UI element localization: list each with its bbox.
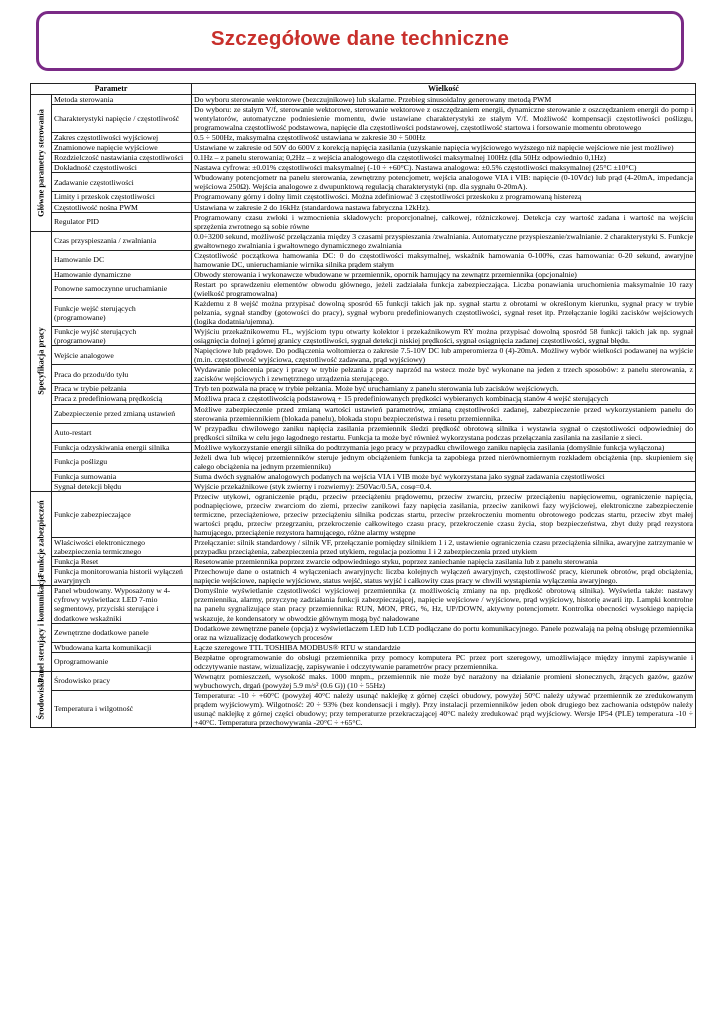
- table-row: [31, 384, 696, 394]
- value-cell: Temperatura: -10 ÷ +60°C (powyżej 40°C należy usunąć naklejkę z górnej części obudowy, powyżej 50°C należy używać przemiennik ze zredukowanym prądem wyjściowym). Wilgotność: 20 ÷ 93% (bez kondensacji i mgły). Przy instalacji przemienników jeden obok drugiego bez zachowania odstępów należy usunąć naklejkę z górnej części obudowy; przy temperaturze przekraczającej 40°C należy zredukować prąd wyjściowy. Wersje IP54 (PLE) temperatura -10 ÷ +40°C. Temperatura przechowywania -20°C ÷ +65°C.: [192, 690, 696, 727]
- table-row: [31, 231, 696, 250]
- value-cell: Wewnątrz pomieszczeń, wysokość maks. 1000 mnpm., przemiennik nie może być narażony na działanie promieni słonecznych, żrących gazów, gazów wybuchowych, drgań (powyżej 5.9 m/s² (0.6 G)) (10 ÷ 55Hz): [192, 671, 696, 690]
- value-cell: Możliwe zabezpieczenie przed zmianą wartości ustawień parametrów, zmianą częstotliwości zadanej, zabezpieczenie przed wykorzystaniem panelu do sterowania przemiennikiem (blokada panelu), blokada stopu bezpieczeństwa i resetu przemiennika.: [192, 404, 696, 423]
- value-cell: Ustawiana w zakresie 2 do 16kHz (standardowa nastawa fabryczna 12kHz).: [192, 202, 696, 212]
- title-frame: [36, 11, 684, 71]
- table-row: [31, 212, 696, 231]
- parameter-cell: Funkcja poślizgu: [52, 452, 192, 471]
- table-row: [31, 642, 696, 652]
- parameter-cell: Praca do przodu/do tyłu: [52, 365, 192, 384]
- parameter-cell: Hamowanie dynamiczne: [52, 269, 192, 279]
- table-row: [31, 133, 696, 143]
- parameter-cell: Panel wbudowany. Wyposażony w 4-cyfrowy wyświetlacz LED 7-mio segmentowy, przyciski sterujące i dodatkowe wskaźniki: [52, 586, 192, 623]
- table-row: [31, 269, 696, 279]
- parameter-cell: Funkcje zabezpieczające: [52, 491, 192, 537]
- parameter-cell: Auto-restart: [52, 423, 192, 442]
- table-row: [31, 327, 696, 346]
- value-cell: Wyjściu przekaźnikowemu FL, wyjściom typu otwarty kolektor i przekaźnikowym RY można przypisać dowolną sposród 58 funkcji takich jak np. sygnał osiągnięcia dolnej i górnej granicy częstotliwości, sygnał detekcji niskiej prędkości, sygnał osiągnięcia zadanej częstotliwości, sygnał błędu.: [192, 327, 696, 346]
- table-row: [31, 279, 696, 298]
- table-row: [31, 404, 696, 423]
- value-cell: Programowany górny i dolny limit częstotliwości. Można zdefiniować 3 częstotliwości przeskoku z programowaną histerezą: [192, 192, 696, 202]
- category-cell: [31, 671, 52, 727]
- parameter-cell: Praca z predefiniowaną prędkością: [52, 394, 192, 404]
- parameter-cell: Charakterystyki napięcie / częstotliwość: [52, 105, 192, 133]
- spec-table: [30, 83, 696, 728]
- table-row: [31, 481, 696, 491]
- parameter-cell: Wbudowana karta komunikacji: [52, 642, 192, 652]
- table-row: [31, 346, 696, 365]
- value-cell: Wbudowany potencjometr na panelu sterowania, zewnętrzny potencjometr, wejścia analogowe VIA i VIB: napięcie (0-10Vdc) lub prąd (4-20mA, impedancja wejściowa 250Ω). Wejścia analogowe z dwupunktową regulacją charakterystyki (np. dla sygnału 0-20mA).: [192, 173, 696, 192]
- table-row: [31, 652, 696, 671]
- table-row: [31, 567, 696, 586]
- value-cell: Możliwe wykorzystanie energii silnika do podtrzymania jego pracy w przypadku chwilowego zaniku napięcia zasilania (domyślnie funkcja wyłączona): [192, 442, 696, 452]
- parameter-cell: Funkcja Reset: [52, 557, 192, 567]
- parameter-cell: Funkcje wejść sterujących (programowane): [52, 298, 192, 326]
- parameter-cell: Regulator PID: [52, 212, 192, 231]
- value-cell: Ustawiane w zakresie od 50V do 600V z korekcją napięcia zasilania (uzyskanie napięcia wyjściowego wyższego niż napięcie wejściowe nie jest możliwe): [192, 143, 696, 153]
- parameter-cell: Hamowanie DC: [52, 250, 192, 269]
- table-row: [31, 557, 696, 567]
- table-row: [31, 105, 696, 133]
- table-row: [31, 153, 696, 163]
- parameter-cell: Limity i przeskok częstotliwości: [52, 192, 192, 202]
- value-cell: Możliwa praca z częstotliwością podstawową + 15 predefiniowanych prędkości wybieranych kombinacją stanów 4 wejść sterujących: [192, 394, 696, 404]
- value-cell: Tryb ten pozwala na pracę w trybie pełzania. Może być uruchamiany z panelu sterowania lub zacisków wejściowych.: [192, 384, 696, 394]
- category-cell: [31, 574, 52, 683]
- value-cell: 0.1Hz – z panelu sterowania; 0,2Hz – z wejścia analogowego dla częstotliwości maksymalnej 100Hz (dla 50Hz odpowiednio 0,1Hz): [192, 153, 696, 163]
- header-parameter: Parametr: [31, 84, 192, 95]
- value-cell: Napięciowe lub prądowe. Do podłączenia woltomierza o zakresie 7.5-10V DC lub amperomierza 0 (4)-20mA. Możliwy wybór wielkości podawanej na wyjście (m.in. częstotliwość wyjściowa, częstotliwość zadawana, prąd wyjściowy): [192, 346, 696, 365]
- value-cell: Przełączanie: silnik standardowy / silnik VF, przełączanie pomiędzy silnikiem 1 i 2, ustawienie ograniczenia czasu przeciążenia silnika, awaryjne zatrzymanie w przypadku przeciążenia, zabezpieczenia przed utykiem, regulacja poziomu 1 i 2 zabezpieczenia przed utykiem: [192, 538, 696, 557]
- value-cell: Przeciw utykowi, ograniczenie prądu, przeciw przeciążeniu prądowemu, przeciw zwarciu, przeciw przeciążeniu napięciowemu, ograniczenie napięcia, podnapięciowe, przeciw zwarciom do ziemi, przeciw zanikowi fazy napięcia zasilania, przeciw zanikowi fazy wyjściowej, elektroniczne zabezpieczenie termiczne, przeciążeniowe, przeciw przeciążeniu silnika podczas startu, przeciw przekroczeniu momentu obrotowego podczas startu, przeciw zbyt małej wartości prądu, przeciw przegrzaniu, przekroczenie całkowitego czasu pracy, przekroczenie czasu życia, stop bezpieczeństwa, zbyt duży prąd rezystora hamującego, przeciążenie rezystora hamującego, różne alarmy wstępne: [192, 491, 696, 537]
- table-row: [31, 423, 696, 442]
- parameter-cell: Czas przyspieszania / zwalniania: [52, 231, 192, 250]
- parameter-cell: Metoda sterowania: [52, 95, 192, 105]
- value-cell: Resetowanie przemiennika poprzez zwarcie odpowiedniego styku, poprzez zaniechanie napięcia zasilania lub z panelu sterowania: [192, 557, 696, 567]
- parameter-cell: Właściwości elektronicznego zabezpieczenia termicznego: [52, 538, 192, 557]
- table-row: [31, 491, 696, 537]
- value-cell: Bezpłatne oprogramowanie do obsługi przemiennika przy pomocy komputera PC przez port szeregowy, umożliwiające między innymi zapisywanie i odczytywanie nastaw, wizualizację, zapisywanie i odczytywanie parametrów pracy przemiennika.: [192, 652, 696, 671]
- parameter-cell: Funkcja monitorowania historii wyłączeń awaryjnych: [52, 567, 192, 586]
- value-cell: Łącze szeregowe TTL TOSHIBA MODBUS® RTU w standardzie: [192, 642, 696, 652]
- table-row: [31, 173, 696, 192]
- category-label: Środowisko: [36, 678, 46, 721]
- table-row: [31, 298, 696, 326]
- parameter-cell: Zabezpieczenie przed zmianą ustawień: [52, 404, 192, 423]
- table-row: [31, 586, 696, 623]
- table-row: [31, 471, 696, 481]
- value-cell: 0.0÷3200 sekund, możliwość przełączania między 3 czasami przyspieszania /zwalniania. Automatyczne przyspieszanie/zwalnianie. 2 charakterystyki S. Funkcje gwałtownego zwalniania i gwałtownego dynamicznego zwalniania: [192, 231, 696, 250]
- parameter-cell: Zewnętrzne dodatkowe panele: [52, 623, 192, 642]
- value-cell: Nastawa cyfrowa: ±0.01% częstotliwości maksymalnej (-10 ÷ +60°C). Nastawa analogowa: ±0.5% częstotliwości maksymalnej (25°C ±10°C): [192, 163, 696, 173]
- parameter-cell: Oprogramowanie: [52, 652, 192, 671]
- header-value: Wielkość: [192, 84, 696, 95]
- value-cell: Dodatkowe zewnętrzne panele (opcja) z wyświetlaczem LED lub LCD podłączane do portu komunikacyjnego. Panele pozwalają na pełną obsługę przemiennika oraz na wizualizację dodatkowych procesów: [192, 623, 696, 642]
- category-label: Główne parametry sterowania: [36, 108, 46, 217]
- parameter-cell: Wejście analogowe: [52, 346, 192, 365]
- table-row: [31, 442, 696, 452]
- category-label: Funkcje zabezpieczeń: [36, 500, 46, 578]
- table-row: [31, 202, 696, 212]
- value-cell: Każdemu z 8 wejść można przypisać dowolną sposród 65 funkcji takich jak np. sygnał startu z obrotami w określonym kierunku, sygnał pracy w trybie pełzania, sygnał standby (gotowości do pracy), sygnał wyboru predefiniowanych częstotliwości, sygnał reset itp. Przełączanie logiki zacisków wejściowych (logika dodatnia/ujemna).: [192, 298, 696, 326]
- table-row: [31, 192, 696, 202]
- category-cell: [31, 491, 52, 585]
- table-row: [31, 623, 696, 642]
- value-cell: Restart po sprawdzeniu elementów obwodu głównego, jeżeli zadziałała funkcja zabezpieczająca. Liczba ponawiania uruchomienia maksymalnie 10 razy (wielkość programowalna): [192, 279, 696, 298]
- value-cell: Częstotliwość początkowa hamowania DC: 0 do częstotliwości maksymalnej, wskaźnik hamowania 0-100%, czas hamowania: 0-20 sekund, awaryjne hamowanie DC, unieruchamianie wirnika silnika prądem stałym: [192, 250, 696, 269]
- value-cell: Obwody sterowania i wykonawcze wbudowane w przemiennik, opornik hamujący na zewnątrz przemiennika (opcjonalnie): [192, 269, 696, 279]
- value-cell: Wydawanie polecenia pracy i pracy w trybie pełzania z pracy naprzód na wstecz może być wykonane na jeden z trzech sposobów: z panelu sterowania, z zacisków wejściowych i zewnętrznego urządzenia sterującego.: [192, 365, 696, 384]
- parameter-cell: Dokładność częstotliwości: [52, 163, 192, 173]
- value-cell: Przechowuje dane o ostatnich 4 wyłączeniach awaryjnych: liczba kolejnych wyłączeń awaryjnych, częstotliwość pracy, kierunek obrotów, prąd obciążenia, napięcie wejściowe, napięcie wyjściowe, status wejść, status wyjść i całkowity czas pracy w chwili wystąpienia wyłączenia awaryjnego.: [192, 567, 696, 586]
- parameter-cell: Funkcja sumowania: [52, 471, 192, 481]
- table-row: [31, 250, 696, 269]
- value-cell: Wyjście przekaźnikowe (styk zwierny i rozwierny): 250Vac/0.5A, cosφ=0.4.: [192, 481, 696, 491]
- category-cell: [31, 95, 52, 232]
- category-label: Specyfikacja pracy: [36, 327, 46, 396]
- table-header-row: [31, 84, 696, 95]
- value-cell: Suma dwóch sygnałów analogowych podanych na wejścia VIA i VIB może być wykorzystana jako sygnał zadawania częstotliwości: [192, 471, 696, 481]
- table-row: [31, 394, 696, 404]
- parameter-cell: Znamionowe napięcie wyjściowe: [52, 143, 192, 153]
- table-row: [31, 163, 696, 173]
- page-title: Szczegółowe dane techniczne: [210, 27, 510, 50]
- parameter-cell: Praca w trybie pełzania: [52, 384, 192, 394]
- value-cell: Jeżeli dwa lub więcej przemienników steruje jednym obciążeniem funkcja ta zapobiega przed nierównomiernym rozkładem obciążenia (np. skupieniem się całego obciążenia na jednym przemienniku): [192, 452, 696, 471]
- table-row: [31, 452, 696, 471]
- parameter-cell: Ponowne samoczynne uruchamianie: [52, 279, 192, 298]
- table-row: [31, 671, 696, 690]
- table-row: [31, 538, 696, 557]
- category-cell: [31, 231, 52, 491]
- value-cell: Programowany czasu zwłoki i wzmocnienia składowych: proporcjonalnej, całkowej, różniczkowej. Detekcja czy wartość zadana i wartość na wejściu sprzężenia zwrotnego są sobie równe: [192, 212, 696, 231]
- value-cell: Do wyboru: ze stałym V/f, sterowanie wektorowe, sterowanie wektorowe z oszczędzaniem energii, dynamiczne sterowanie z oszczędzaniem energii do pomp i wentylatorów, automatyczne podniesienie momentu, dwie ustawiane charakterystyki ze stałym V/f. Możliwość kompensacji częstotliwości poślizgu, programowalna częstotliwość podstawowa, napięcie dla częstotliwości podstawowej, częstotliwość startowa i forsowanie momentu obrotowego: [192, 105, 696, 133]
- parameter-cell: Funkcja odzyskiwania energii silnika: [52, 442, 192, 452]
- parameter-cell: Środowisko pracy: [52, 671, 192, 690]
- value-cell: W przypadku chwilowego zaniku napięcia zasilania przemiennik śledzi prędkość obrotową silnika i wystawia sygnał o częstotliwości odpowiedniej do prędkości silnika w celu jego łagodnego restartu. Funkcja ta może być również wykorzystana podczas przełączania zasilania na zasilanie z sieci.: [192, 423, 696, 442]
- table-body: [31, 95, 696, 728]
- value-cell: Do wyboru sterowanie wektorowe (bezczujnikowe) lub skalarne. Przebieg sinusoidalny generowany metodą PWM: [192, 95, 696, 105]
- table-row: [31, 95, 696, 105]
- value-cell: 0.5 ÷ 500Hz, maksymalna częstotliwość ustawiana w zakresie 30 ÷ 500Hz: [192, 133, 696, 143]
- value-cell: Domyślnie wyświetlanie częstotliwości wyjściowej przemiennika (z możliwością zmiany na np. prędkość obrotową silnika). Wyświetla także: nastawy przemiennika, alarmy, przyczynę zadziałania funkcji zabezpieczającej, napięcie wejściowe / wyjściowe, prąd wyjściowy, historię awarii itp. Lampki kontrolne na panelu sygnalizujące stan pracy przemiennika: RUN, MON, PRG, %, Hz, UP/DOWN, aktywny potencjometr. Kontrolka obecności wysokiego napięcia wskazuje, że kondensatory w obwodzie głównym mogą być naładowane: [192, 586, 696, 623]
- parameter-cell: Zakres częstotliwości wyjściowej: [52, 133, 192, 143]
- table-row: [31, 690, 696, 727]
- parameter-cell: Sygnał detekcji błędu: [52, 481, 192, 491]
- parameter-cell: Częstotliwość nośna PWM: [52, 202, 192, 212]
- parameter-cell: Zadawanie częstotliwości: [52, 173, 192, 192]
- table-row: [31, 143, 696, 153]
- category-label: Panel sterujący i komunikacja: [36, 574, 46, 683]
- parameter-cell: Temperatura i wilgotność: [52, 690, 192, 727]
- parameter-cell: Rozdzielczość nastawiania częstotliwości: [52, 153, 192, 163]
- table-row: [31, 365, 696, 384]
- parameter-cell: Funkcje wyjść sterujących (programowane): [52, 327, 192, 346]
